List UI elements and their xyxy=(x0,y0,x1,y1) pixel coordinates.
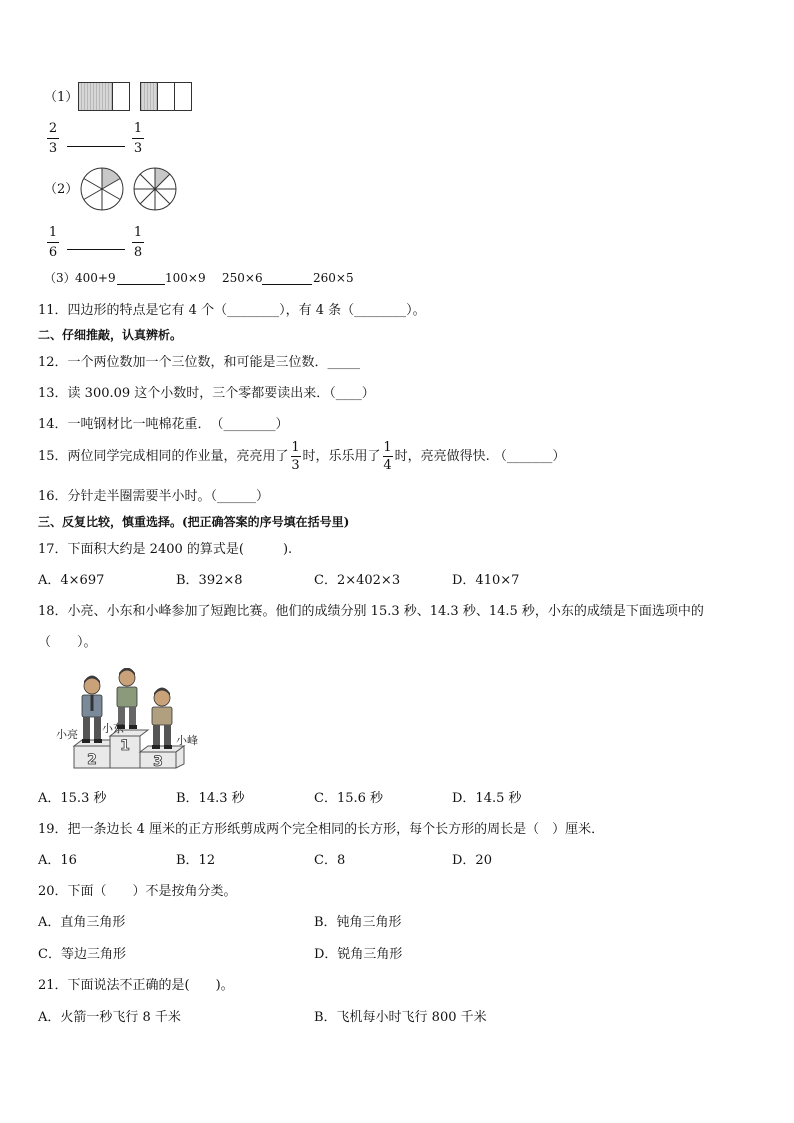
question-16: 16．分针走半圈需要半小时。（______） xyxy=(38,489,270,504)
q18-option-a[interactable]: A．15.3 秒 xyxy=(38,791,107,806)
q19-option-d[interactable]: D．20 xyxy=(452,853,492,868)
fraction-1-6: 1 6 xyxy=(48,225,58,260)
q17-option-c[interactable]: C．2×402×3 xyxy=(314,573,401,588)
section-heading-3: 三、反复比较，慎重选择。(把正确答案的序号填在括号里) xyxy=(38,515,350,529)
q17-option-b[interactable]: B．392×8 xyxy=(176,573,243,588)
q21-option-a[interactable]: A．火箭一秒飞行 8 千米 xyxy=(38,1010,181,1025)
expression: 100×9 xyxy=(165,271,206,285)
q19-option-a[interactable]: A．16 xyxy=(38,853,77,868)
question-18-line2: （ ）。 xyxy=(38,635,97,650)
rank-1: 1 xyxy=(120,738,130,754)
fraction-1-8: 1 8 xyxy=(133,225,143,260)
q10-part1-label: （1） xyxy=(44,90,79,105)
question-15 xyxy=(38,441,565,472)
boy-left xyxy=(82,676,102,744)
question-14: 14．一吨钢材比一吨棉花重． （________） xyxy=(38,417,289,432)
question-21: 21．下面说法不正确的是( )。 xyxy=(38,978,234,993)
expression: 250×6 xyxy=(222,271,263,285)
fraction-1-3: 1 3 xyxy=(133,121,143,156)
rect-figure-right xyxy=(141,83,192,111)
q17-option-d[interactable]: D．410×7 xyxy=(452,573,520,588)
q18-option-d[interactable]: D．14.5 秒 xyxy=(452,791,522,806)
question-18-line1: 18．小亮、小东和小峰参加了短跑比赛。他们的成绩分别 15.3 秒、14.3 秒、14.5 秒，小东的成绩是下面选项中的 xyxy=(38,604,704,619)
rectangle-fraction-figures xyxy=(78,82,194,112)
question-17: 17．下面积大约是 2400 的算式是( ). xyxy=(38,542,293,557)
q10-part2-label: （2） xyxy=(44,182,79,197)
answer-blank[interactable] xyxy=(262,284,312,285)
q20-option-a[interactable]: A．直角三角形 xyxy=(38,915,126,930)
q10-part3-label: （3） xyxy=(44,271,76,285)
podium-illustration xyxy=(56,668,206,772)
answer-blank[interactable] xyxy=(117,284,165,285)
boy-right xyxy=(152,688,172,750)
q19-option-c[interactable]: C．8 xyxy=(314,853,346,868)
question-12: 12．一个两位数加一个三位数，和可能是三位数．_____ xyxy=(38,355,361,370)
fraction-2-3: 2 3 xyxy=(48,121,58,156)
name-xiaodong: 小东 xyxy=(102,722,124,735)
rect-figure-left xyxy=(79,83,130,111)
boy-center xyxy=(117,668,137,729)
q21-option-b[interactable]: B．飞机每小时飞行 800 千米 xyxy=(314,1010,487,1025)
expression: 400+9 xyxy=(75,271,116,285)
q18-option-b[interactable]: B．14.3 秒 xyxy=(176,791,245,806)
question-11: 11．四边形的特点是它有 4 个（________），有 4 条（________）。 xyxy=(38,303,426,318)
name-xiaoliang: 小亮 xyxy=(56,728,78,741)
fraction-1-3-inline: 1 3 xyxy=(291,440,300,473)
question-13: 13．读 300.09 这个小数时，三个零都要读出来．（____） xyxy=(38,386,375,401)
circle-sixths xyxy=(81,168,123,210)
question-20: 20．下面（ ）不是按角分类。 xyxy=(38,884,237,899)
q20-option-b[interactable]: B．钝角三角形 xyxy=(314,915,402,930)
rank-3: 3 xyxy=(153,754,163,770)
answer-blank[interactable] xyxy=(67,146,125,147)
expression: 260×5 xyxy=(313,271,354,285)
question-15-text-a: 15．两位同学完成相同的作业量，亮亮用了 xyxy=(38,449,289,464)
question-15-text-c: 时，亮亮做得快. （_______） xyxy=(394,449,566,464)
q20-option-c[interactable]: C．等边三角形 xyxy=(38,947,126,962)
question-19: 19．把一条边长 4 厘米的正方形纸剪成两个完全相同的长方形，每个长方形的周长是（ ）厘米． xyxy=(38,822,605,837)
fraction-1-4-inline: 1 4 xyxy=(383,440,392,473)
question-15-text-b: 时，乐乐用了 xyxy=(302,449,381,464)
rank-2: 2 xyxy=(87,752,97,768)
circle-fraction-figures xyxy=(80,166,180,214)
q17-option-a[interactable]: A．4×697 xyxy=(38,573,105,588)
q18-option-c[interactable]: C．15.6 秒 xyxy=(314,791,384,806)
name-xiaofeng: 小峰 xyxy=(176,734,198,747)
q20-option-d[interactable]: D．锐角三角形 xyxy=(314,947,403,962)
q19-option-b[interactable]: B．12 xyxy=(176,853,216,868)
section-heading-2: 二、仔细推敲，认真辨析。 xyxy=(38,328,183,342)
circle-eighths xyxy=(134,168,176,210)
answer-blank[interactable] xyxy=(67,249,125,250)
